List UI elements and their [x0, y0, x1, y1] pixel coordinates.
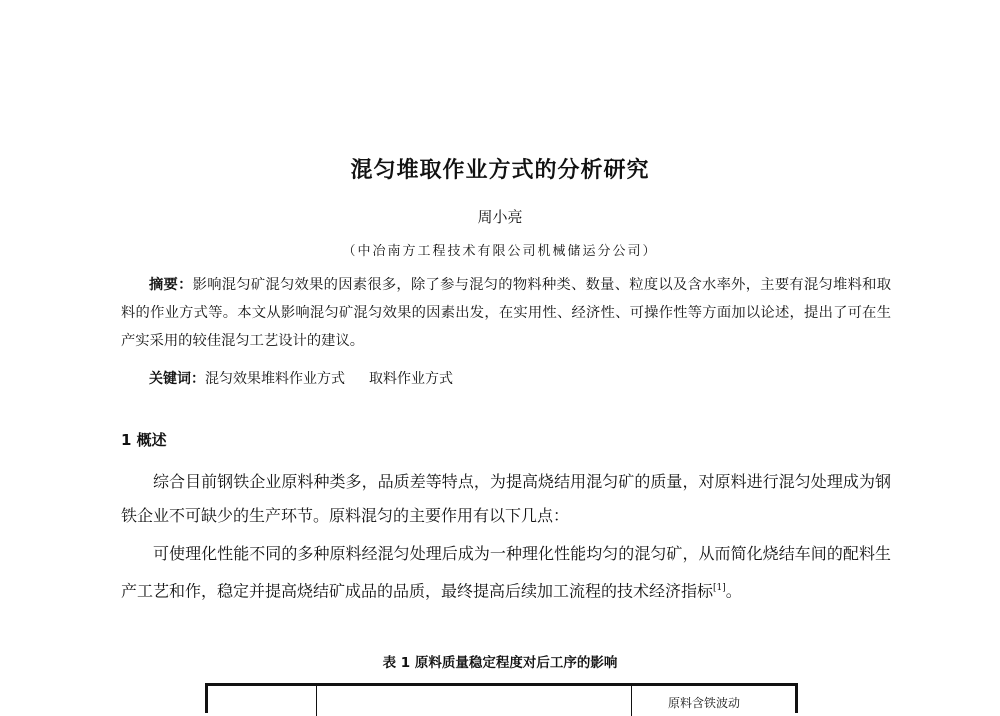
table-caption: 表 1 原料质量稳定程度对后工序的影响 [382, 655, 618, 671]
abstract-text: 影响混匀矿混匀效果的因素很多，除了参与混匀的物料种类、数量、粒度以及含水率外，主要有混匀堆料和取料的作业方式等。本文从影响混匀矿混匀效果的因素出发，在实用性、经济性、可操作性等方面加以论述，提出了可在生产实采用的较佳混匀工艺设计的建议。 [121, 277, 892, 349]
section-heading: 1 概述 [121, 431, 167, 449]
paragraph-1: 综合目前钢铁企业原料种类多，品质差等特点，为提高烧结用混匀矿的质量，对原料进行混匀处理成为钢铁企业不可缺少的生产环节。原料混匀的主要作用有以下几点： [121, 472, 891, 525]
table-header-cell: 原料含铁波动 [668, 696, 741, 710]
author-name: 周小亮 [477, 208, 523, 226]
keywords [149, 368, 453, 388]
citation-ref: [1] [713, 583, 726, 593]
abstract-label: 摘要： [149, 277, 193, 293]
table-column-divider [316, 686, 317, 716]
author-affiliation: （中冶南方工程技术有限公司机械储运分公司） [342, 244, 658, 259]
table-column-divider [631, 686, 632, 716]
keywords-label: 关键词： [149, 371, 205, 387]
keyword-2: 取料作业方式 [369, 371, 453, 387]
keyword-1: 混匀效果堆料作业方式 [205, 371, 345, 387]
table-frame [205, 683, 798, 713]
paper-title: 混匀堆取作业方式的分析研究 [350, 158, 650, 183]
paragraph-2-end: 。 [725, 581, 742, 601]
abstract [121, 271, 891, 355]
paragraph-2-text: 可使理化性能不同的多种原料经混匀处理后成为一种理化性能均匀的混匀矿，从而简化烧结车间的配料生产工艺和作，稳定并提高烧结矿成品的品质，最终提高后续加工流程的技术经济指标 [121, 544, 891, 601]
paragraph-2 [121, 537, 891, 608]
